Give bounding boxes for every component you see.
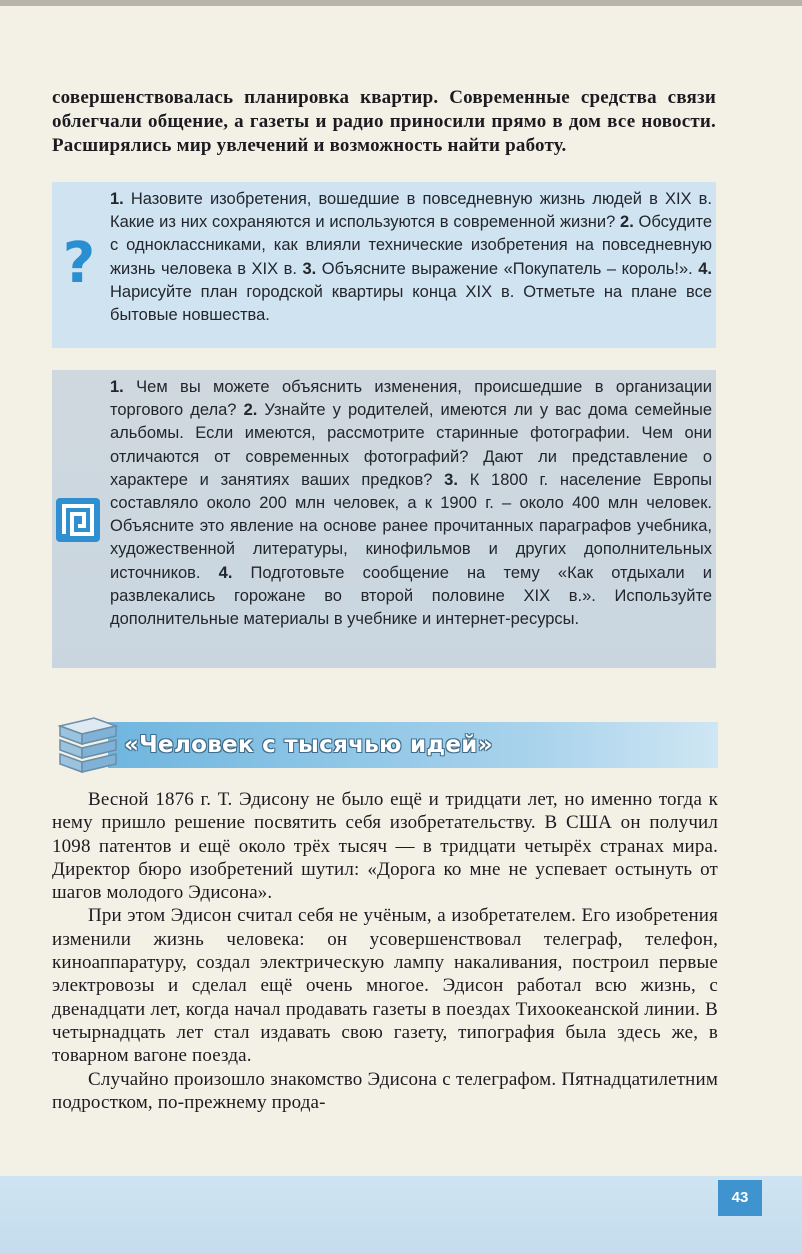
task-number: 3.	[444, 470, 458, 489]
bottom-band	[0, 1176, 802, 1254]
tasks-text	[110, 376, 712, 631]
section-heading	[52, 712, 718, 774]
question-text: Нарисуйте план городской квартиры конца XIX в. Отметьте на плане все бытовые новшества.	[110, 282, 712, 325]
question-number: 1.	[110, 190, 124, 208]
task-number: 1.	[110, 378, 124, 396]
question-number: 4.	[698, 259, 712, 278]
question-text: Объясните выражение «Покупатель – король!».	[316, 259, 699, 278]
question-number: 2.	[620, 213, 634, 232]
intro-paragraph: совершенствовалась планировка квартир. Современные средства связи облегчали общение, а газеты и радио приносили прямо в дом все новости. Расширялись мир увлечений и возможность найти работу.	[52, 87, 716, 156]
page-number: 43	[718, 1180, 762, 1216]
body-paragraph: Случайно произошло знакомство Эдисона с телеграфом. Пятнадцатилетним подростком, по-прежнему прода-	[52, 1068, 718, 1113]
section-title: «Человек с тысячью идей»	[124, 732, 493, 758]
questions-box	[52, 182, 716, 348]
top-edge	[0, 0, 802, 6]
question-text: Назовите изобретения, вошедшие в повседневную жизнь людей в XIX в. Какие из них сохраняются и используются в современной жизни?	[110, 190, 712, 232]
task-text: К 1800 г. население Европы составляло около 200 млн человек, а к 1900 г. – около 400 млн человек. Объясните это явление на основе ранее прочитанных параграфов учебника, художественной литературы, кинофильмов и других дополнительных источников.	[110, 470, 712, 582]
tasks-box	[52, 370, 716, 668]
task-text: Чем вы можете объяснить изменения, происшедшие в организации торгового дела?	[110, 378, 712, 420]
question-number: 3.	[302, 259, 317, 278]
books-icon	[54, 712, 124, 774]
questions-text	[110, 188, 712, 327]
body-text	[52, 788, 718, 1114]
task-number: 2.	[243, 401, 258, 420]
task-number: 4.	[218, 563, 233, 582]
task-text: Подготовьте сообщение на тему «Как отдыхали и развлекались горожане во второй половине XIX в.». Используйте дополнительные материалы в учебнике и интернет-ресурсы.	[110, 563, 712, 629]
question-mark-icon: ?	[62, 231, 96, 296]
task-text: Узнайте у родителей, имеются ли у вас дома семейные альбомы. Если имеются, рассмотрите старинные фотографии. Чем они отличаются от современных фотографий? Дают ли представление о характере и занятиях ваших предков?	[110, 401, 712, 489]
spiral-icon	[56, 498, 100, 542]
question-text: Обсудите с одноклассниками, как влияли технические изобретения на повседневную жизнь человека в XIX в.	[110, 213, 712, 278]
body-paragraph: Весной 1876 г. Т. Эдисону не было ещё и тридцати лет, но именно тогда к нему пришло решение посвятить себя изобретательству. В США он получил 1098 патентов и ещё около трёх тысяч — в тридцати четырёх странах мира. Директор бюро изобретений шутил: «Дорога ко мне не успевает остынуть от шагов молодого Эдисона».	[52, 789, 718, 904]
body-paragraph: При этом Эдисон считал себя не учёным, а изобретателем. Его изобретения изменили жизнь человека: он усовершенствовал телеграф, телефон, киноаппаратуру, создал электрическую лампу накаливания, построил первые электровозы и сделал ещё очень многое. Эдисон работал всю жизнь, с двенадцати лет, когда начал продавать газеты в поездах Тихоокеанской линии. В четырнадцать лет стал издавать свою газету, типография была здесь же, в товарном вагоне поезда.	[52, 905, 718, 1067]
